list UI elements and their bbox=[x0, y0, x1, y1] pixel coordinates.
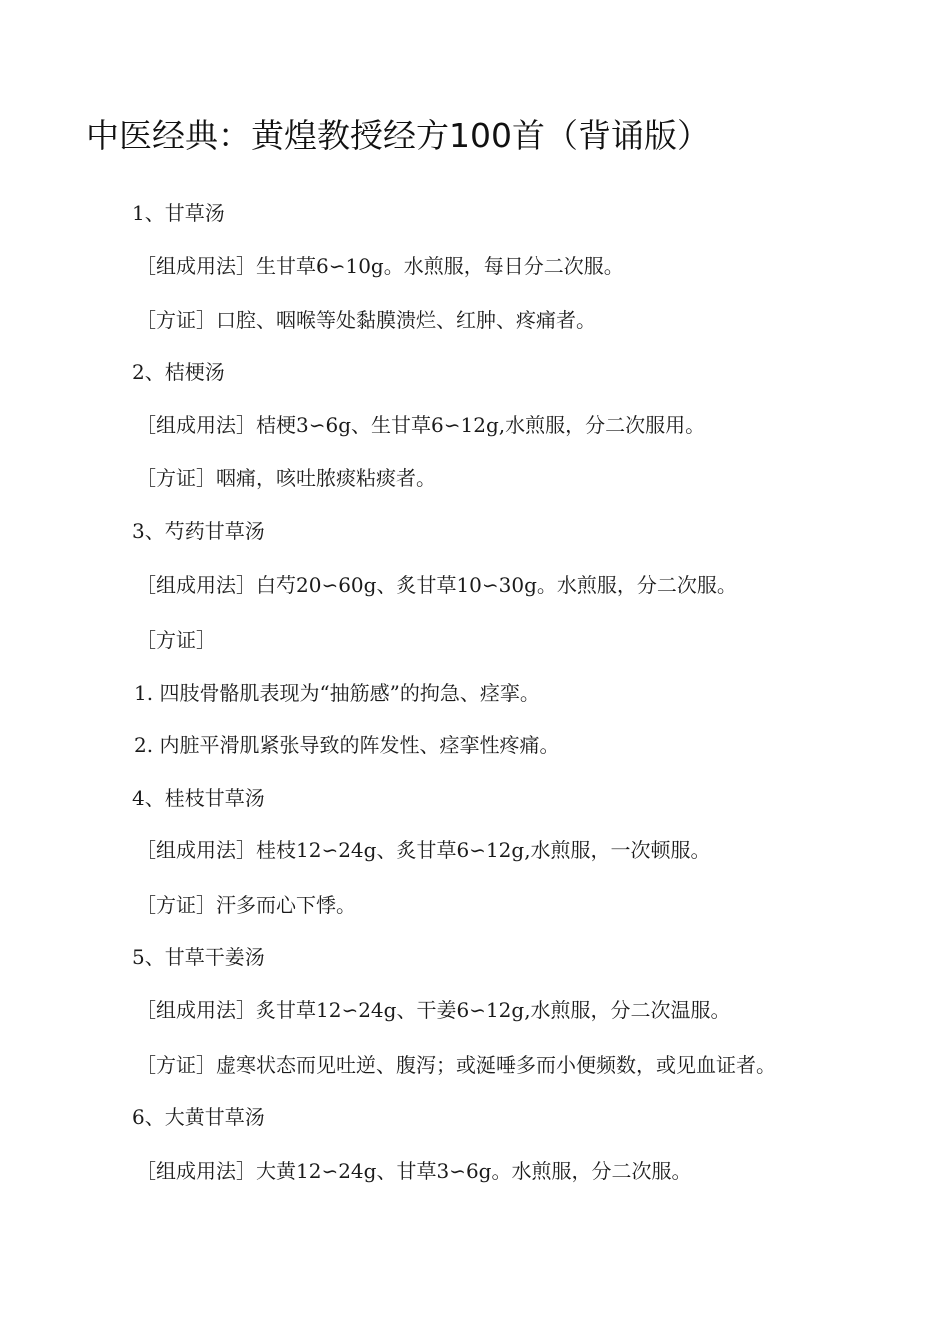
indication-item-3-1: 1. 四肢骨骼肌表现为“抽筋感”的拘急、痉挛。 bbox=[134, 681, 540, 705]
indication-item-3-2: 2. 内脏平滑肌紧张导致的阵发性、痉挛性疼痛。 bbox=[134, 733, 560, 757]
document-title: 中医经典：黄煌教授经方100首（背诵版） bbox=[86, 116, 710, 155]
composition-line-1: ［组成用法］生甘草6∽10g。水煎服，每日分二次服。 bbox=[136, 254, 624, 278]
indication-line-1: ［方证］口腔、咽喉等处黏膜溃烂、红肿、疼痛者。 bbox=[136, 308, 596, 332]
formula-heading-5: 5、甘草干姜汤 bbox=[132, 945, 265, 969]
formula-heading-2: 2、桔梗汤 bbox=[132, 360, 225, 384]
indication-line-2: ［方证］咽痛，咳吐脓痰粘痰者。 bbox=[136, 466, 436, 490]
formula-heading-6: 6、大黄甘草汤 bbox=[132, 1105, 265, 1129]
composition-line-4: ［组成用法］桂枝12∽24g、炙甘草6∽12g,水煎服，一次顿服。 bbox=[136, 838, 711, 862]
composition-line-6: ［组成用法］大黄12∽24g、甘草3∽6g。水煎服，分二次服。 bbox=[136, 1159, 692, 1183]
indication-line-4: ［方证］汗多而心下悸。 bbox=[136, 893, 356, 917]
formula-heading-4: 4、桂枝甘草汤 bbox=[132, 786, 265, 810]
formula-heading-3: 3、芍药甘草汤 bbox=[132, 519, 265, 543]
composition-line-3: ［组成用法］白芍20∽60g、炙甘草10∽30g。水煎服，分二次服。 bbox=[136, 573, 737, 597]
composition-line-5: ［组成用法］炙甘草12∽24g、干姜6∽12g,水煎服，分二次温服。 bbox=[136, 998, 731, 1022]
indication-label-3: ［方证］ bbox=[136, 628, 216, 652]
formula-heading-1: 1、甘草汤 bbox=[132, 201, 225, 225]
indication-line-5: ［方证］虚寒状态而见吐逆、腹泻；或涎唾多而小便频数，或见血证者。 bbox=[136, 1053, 776, 1077]
composition-line-2: ［组成用法］桔梗3∽6g、生甘草6∽12g,水煎服，分二次服用。 bbox=[136, 413, 706, 437]
